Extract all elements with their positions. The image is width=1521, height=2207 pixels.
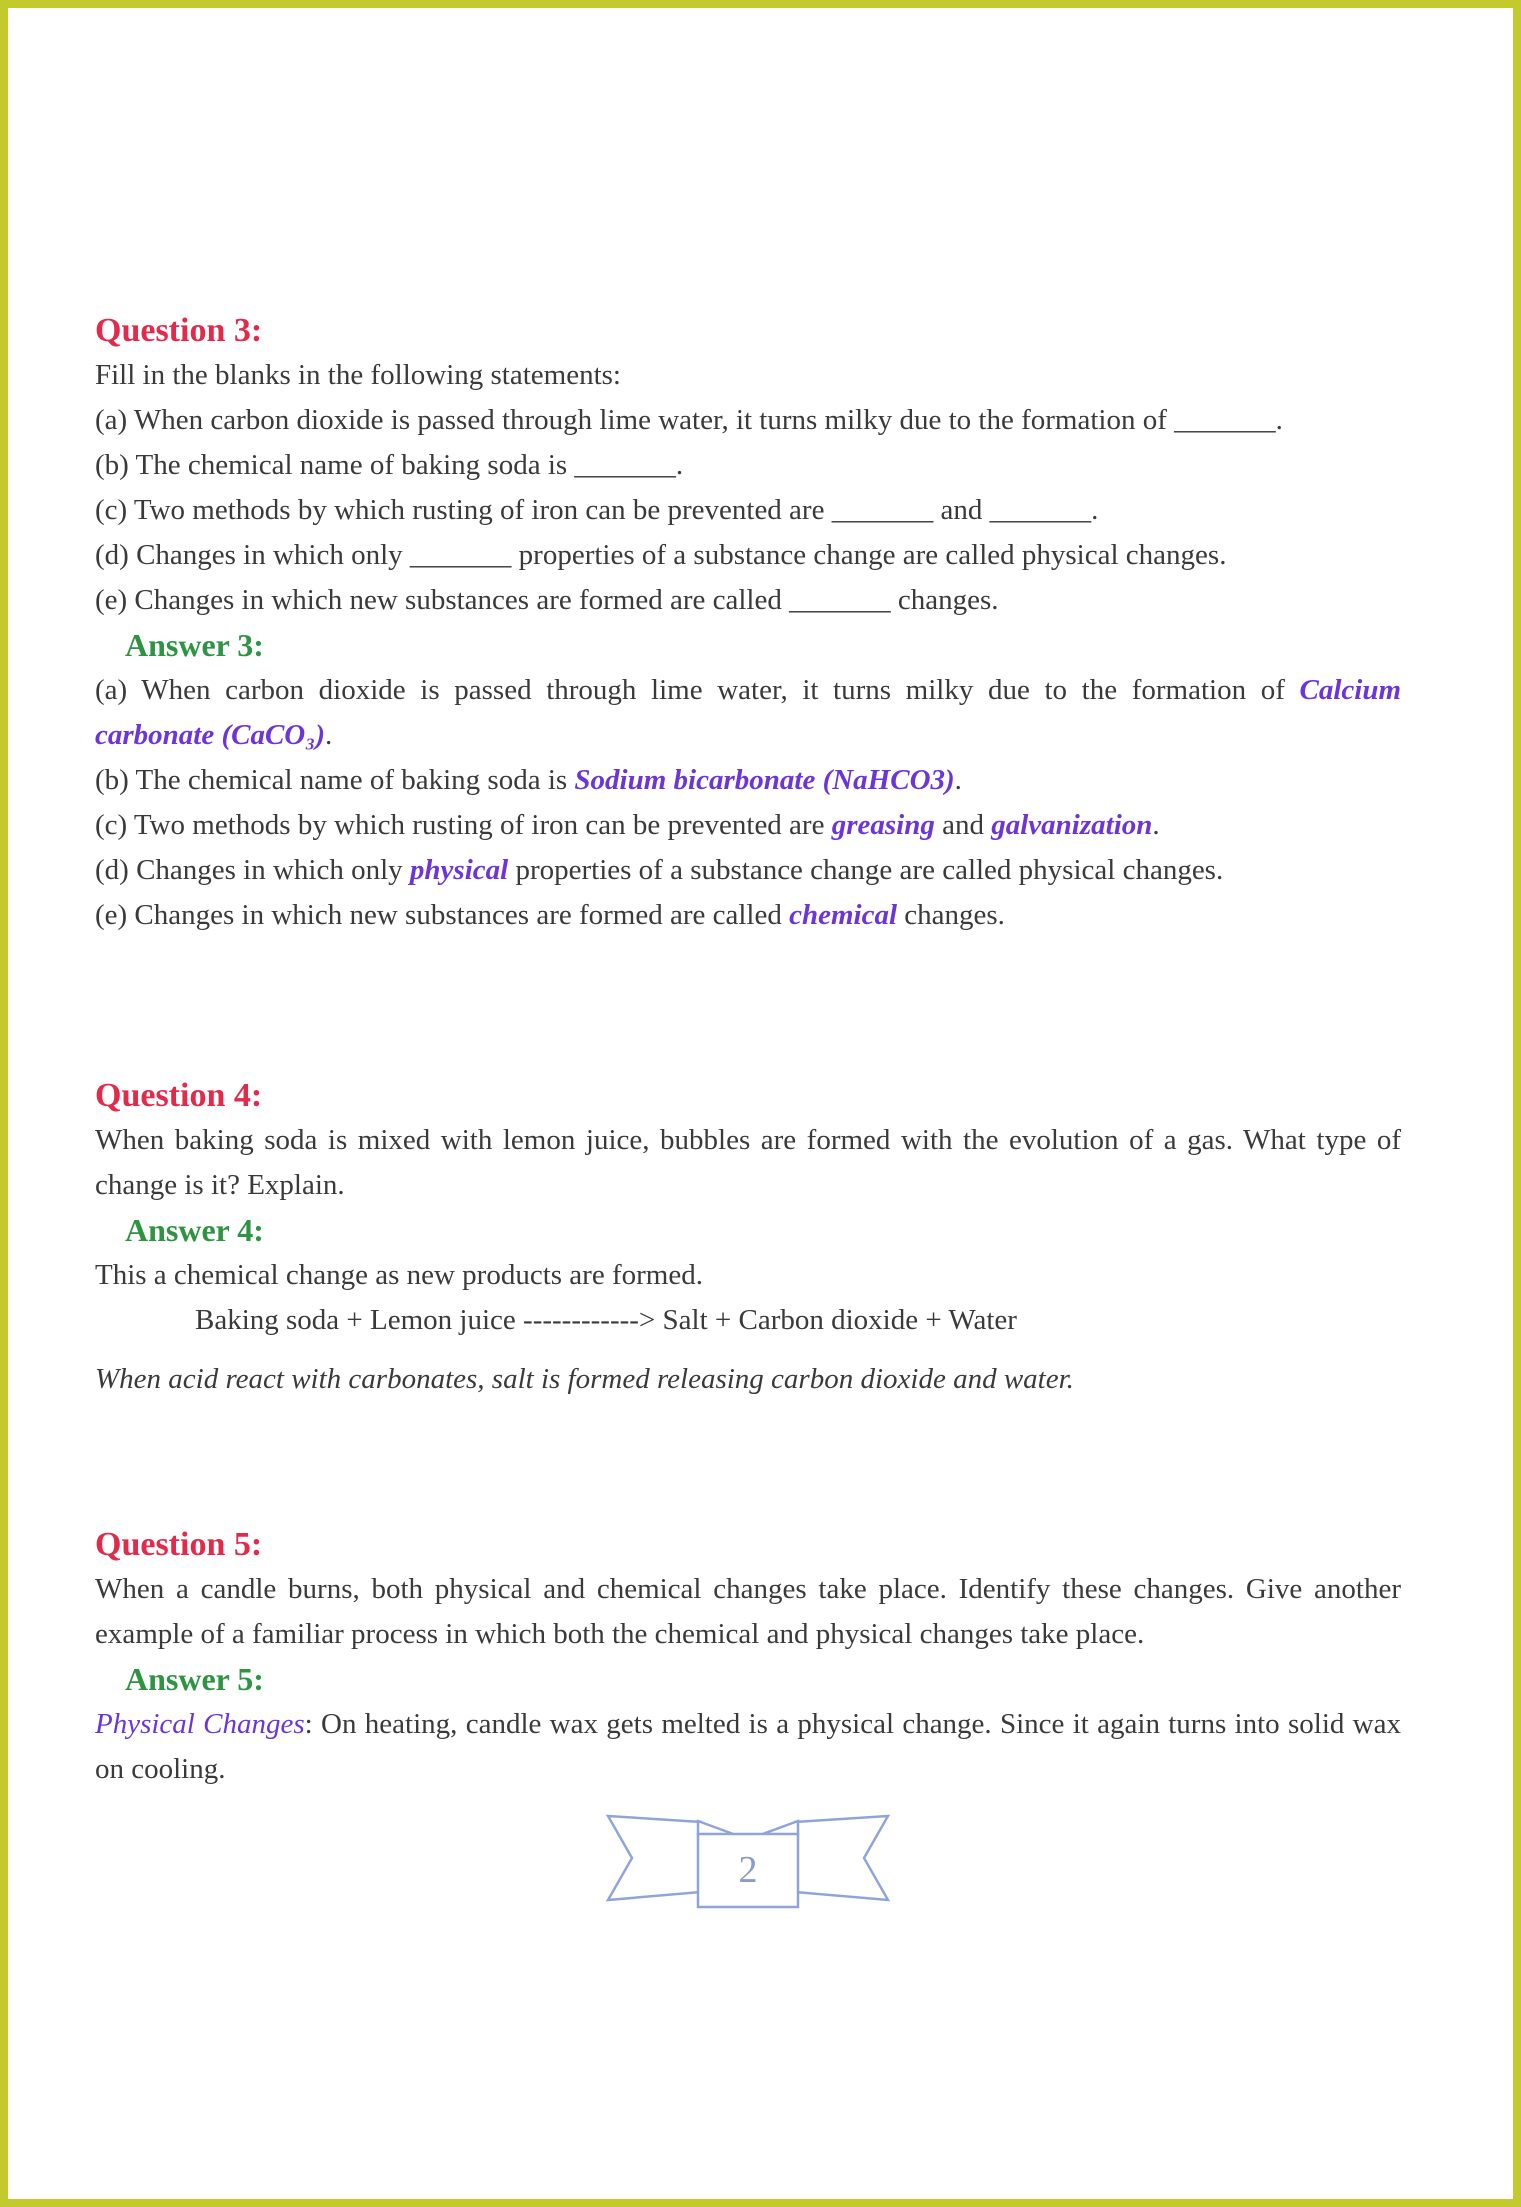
question3-item-e: (e) Changes in which new substances are formed are called _______ changes.	[95, 584, 999, 616]
question5-heading: Question 5:	[95, 1526, 263, 1563]
question3-item-d: (d) Changes in which only _______ properties of a substance change are called physical changes.	[95, 539, 1227, 571]
answer4-line: This a chemical change as new products are formed.	[95, 1259, 703, 1291]
question3-heading: Question 3:	[95, 312, 263, 349]
ribbon-banner-icon	[598, 1814, 898, 1909]
answer-highlight: galvanization	[991, 809, 1153, 841]
answer-highlight: Calcium carbonate (CaCO₃)	[95, 674, 1401, 751]
answer-text: (c) Two methods by which rusting of iron can be prevented are	[95, 809, 832, 841]
answer5-heading: Answer 5:	[125, 1661, 264, 1697]
answer-text: (e) Changes in which new substances are formed are called	[95, 899, 790, 931]
answer3-heading: Answer 3:	[125, 627, 264, 663]
question3-intro: Fill in the blanks in the following statements:	[95, 359, 621, 391]
question4-heading: Question 4:	[95, 1077, 263, 1114]
page-number-ribbon	[598, 1814, 898, 1909]
answer-text: (a) When carbon dioxide is passed through lime water, it turns milky due to the formation of	[95, 674, 1300, 706]
ribbon-left-tail	[608, 1816, 701, 1900]
answer4-heading: Answer 4:	[125, 1212, 264, 1248]
answer-text: .	[954, 764, 962, 796]
answer-highlight: greasing	[831, 809, 935, 841]
question3-item-a: (a) When carbon dioxide is passed through lime water, it turns milky due to the formation of _______.	[95, 404, 1283, 436]
answer-text: : On heating, candle wax gets melted is a physical change. Since it again turns into solid wax on cooling.	[95, 1708, 1401, 1785]
question5-section	[95, 1522, 1401, 1792]
answer-text: .	[325, 719, 333, 751]
answer4-equation: Baking soda + Lemon juice ------------> Salt + Carbon dioxide + Water	[195, 1304, 1017, 1336]
answer3-item-e	[95, 893, 1401, 938]
answer3-item-c	[95, 803, 1401, 848]
answer3-item-d	[95, 848, 1401, 893]
answer-highlight: Physical Changes	[95, 1708, 305, 1740]
question4-section	[95, 1073, 1401, 1402]
answer-text: properties of a substance change are called physical changes.	[508, 854, 1224, 886]
question3-section	[95, 308, 1401, 938]
question3-item-b: (b) The chemical name of baking soda is _______.	[95, 449, 684, 481]
answer-text: (b) The chemical name of baking soda is	[95, 764, 575, 796]
answer5-text	[95, 1702, 1401, 1792]
answer3-item-b	[95, 758, 1401, 803]
question3-item-c: (c) Two methods by which rusting of iron can be prevented are _______ and _______.	[95, 494, 1099, 526]
ribbon-right-tail	[795, 1816, 888, 1900]
answer-text: changes.	[897, 899, 1005, 931]
page-number: 2	[738, 1849, 758, 1891]
answer3-item-a	[95, 668, 1401, 758]
answer4-note: When acid react with carbonates, salt is formed releasing carbon dioxide and water.	[95, 1363, 1074, 1395]
answer-highlight: physical	[409, 854, 509, 886]
answer-highlight: Sodium bicarbonate (NaHCO3)	[574, 764, 955, 796]
question5-body: When a candle burns, both physical and chemical changes take place. Identify these changes. Give another example of a familiar process in which both the chemical and physical changes take place.	[95, 1573, 1401, 1650]
answer-text: and	[934, 809, 992, 841]
answer-text: (d) Changes in which only	[95, 854, 410, 886]
answer-text: .	[1152, 809, 1160, 841]
answer-highlight: chemical	[789, 899, 898, 931]
question4-body: When baking soda is mixed with lemon juice, bubbles are formed with the evolution of a gas. What type of change is it? Explain.	[95, 1124, 1401, 1201]
